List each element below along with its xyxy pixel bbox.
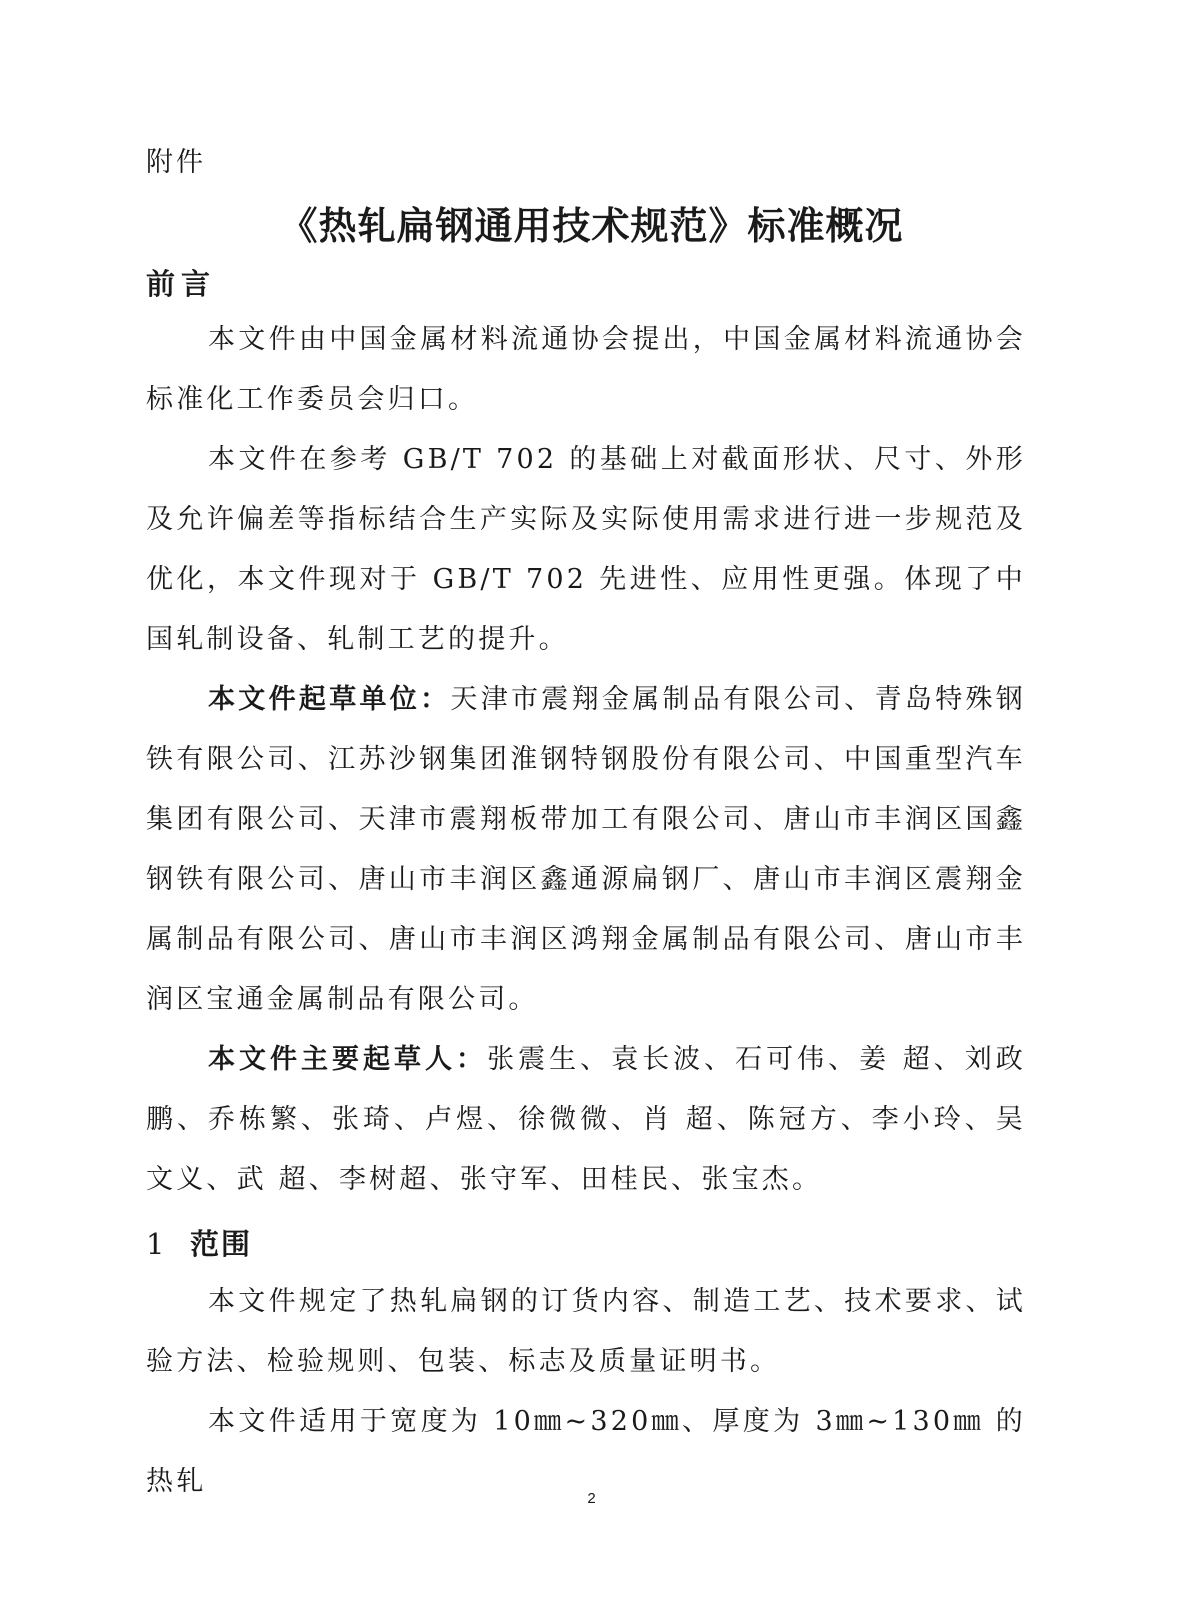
scope-section-title: 范围	[190, 1227, 253, 1261]
document-title: 《热轧扁钢通用技术规范》标准概况	[279, 204, 904, 248]
drafters-text: 张震生、袁长波、石可伟、姜 超、刘政鹏、乔栋繁、张琦、卢煜、徐微微、肖 超、陈冠方、李小玲、吴文义、武 超、李树超、张守军、田桂民、张宝杰。	[146, 1044, 1026, 1195]
drafters-label: 本文件主要起草人：	[208, 1044, 488, 1075]
foreword-paragraph-1: 本文件由中国金属材料流通协会提出，中国金属材料流通协会标准化工作委员会归口。	[146, 324, 1026, 415]
page-number: 2	[587, 1490, 596, 1507]
foreword-heading: 前言	[146, 267, 217, 301]
drafters-paragraph	[146, 1030, 1026, 1210]
drafting-units-paragraph	[146, 670, 1026, 1030]
attachment-label: 附件	[146, 147, 206, 178]
scope-heading	[146, 1222, 252, 1263]
drafting-units-text: 天津市震翔金属制品有限公司、青岛特殊钢铁有限公司、江苏沙钢集团淮钢特钢股份有限公司、中国重型汽车集团有限公司、天津市震翔板带加工有限公司、唐山市丰润区国鑫钢铁有限公司、唐山市丰润区鑫通源扁钢厂、唐山市丰润区震翔金属制品有限公司、唐山市丰润区鸿翔金属制品有限公司、唐山市丰润区宝通金属制品有限公司。	[146, 684, 1026, 1015]
scope-paragraph-2: 本文件适用于宽度为 10㎜~320㎜、厚度为 3㎜~130㎜ 的热轧	[146, 1406, 1026, 1497]
foreword-paragraph-2: 本文件在参考 GB/T 702 的基础上对截面形状、尺寸、外形及允许偏差等指标结合生产实际及实际使用需求进行进一步规范及优化，本文件现对于 GB/T 702 先进性、应用性更强。体现了中国轧制设备、轧制工艺的提升。	[146, 444, 1026, 655]
scope-paragraph-1: 本文件规定了热轧扁钢的订货内容、制造工艺、技术要求、试验方法、检验规则、包装、标志及质量证明书。	[146, 1286, 1026, 1377]
scope-section-number: 1	[146, 1227, 167, 1261]
drafting-units-label: 本文件起草单位：	[208, 684, 451, 715]
